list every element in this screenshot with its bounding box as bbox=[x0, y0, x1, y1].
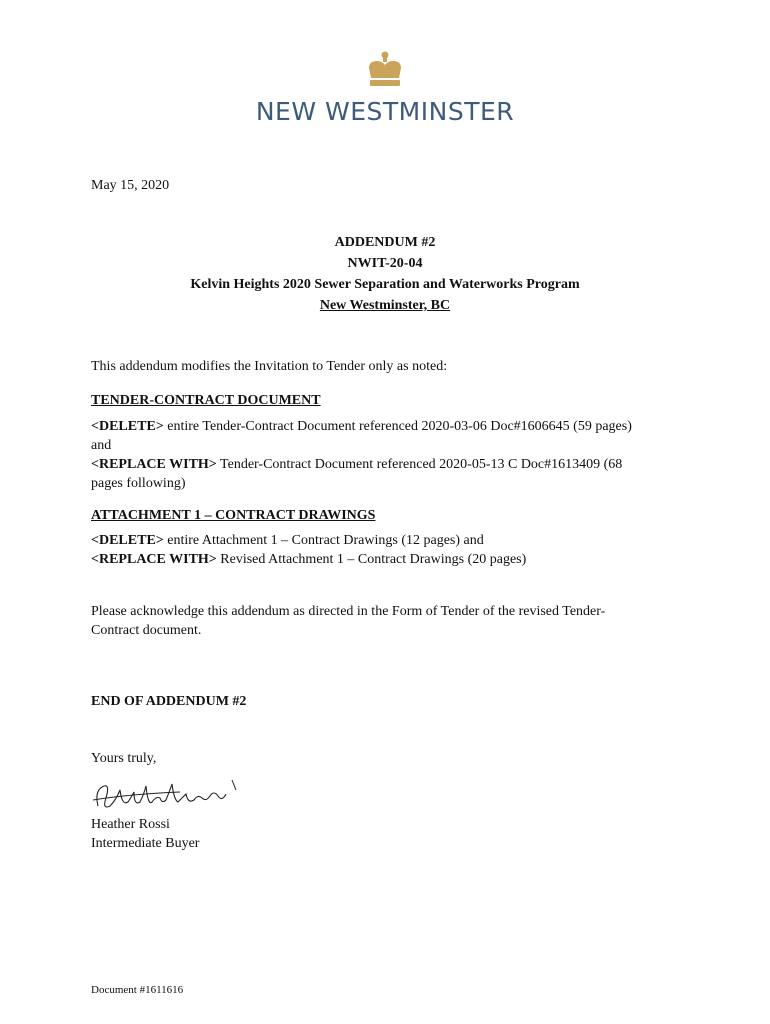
end-of-addendum: END OF ADDENDUM #2 bbox=[91, 694, 247, 709]
section1-body bbox=[91, 417, 691, 493]
delete-tag: <DELETE> bbox=[91, 533, 164, 548]
letterhead bbox=[0, 50, 770, 94]
and-text: and bbox=[91, 438, 112, 453]
addendum-heading bbox=[0, 232, 770, 316]
acknowledge-line: Contract document. bbox=[91, 623, 202, 638]
replace-description-cont: pages following) bbox=[91, 476, 186, 491]
handwritten-signature bbox=[90, 776, 250, 816]
replace-tag: <REPLACE WITH> bbox=[91, 457, 217, 472]
project-title: Kelvin Heights 2020 Sewer Separation and Waterworks Program bbox=[190, 277, 580, 292]
project-location: New Westminster, BC bbox=[319, 298, 451, 313]
section1-title: TENDER-CONTRACT DOCUMENT bbox=[91, 393, 321, 408]
signer-block bbox=[91, 815, 691, 853]
replace-tag: <REPLACE WITH> bbox=[91, 552, 217, 567]
replace-description: Revised Attachment 1 – Contract Drawings (20 pages) bbox=[216, 552, 527, 567]
signer-name: Heather Rossi bbox=[91, 817, 170, 832]
document-number: Document #1611616 bbox=[91, 984, 184, 996]
signer-title: Intermediate Buyer bbox=[91, 836, 200, 851]
section2-title: ATTACHMENT 1 – CONTRACT DRAWINGS bbox=[91, 508, 376, 523]
organization-wordmark: NEW WESTMINSTER bbox=[255, 97, 515, 126]
section2-body bbox=[91, 531, 691, 569]
delete-description: entire Attachment 1 – Contract Drawings (12 pages) and bbox=[163, 533, 484, 548]
addendum-number: ADDENDUM #2 bbox=[334, 235, 436, 250]
closing-salutation: Yours truly, bbox=[91, 751, 157, 766]
delete-tag: <DELETE> bbox=[91, 419, 164, 434]
letter-date: May 15, 2020 bbox=[91, 178, 170, 193]
acknowledge-paragraph bbox=[91, 602, 691, 640]
crown-logo-icon bbox=[363, 50, 407, 94]
acknowledge-line: Please acknowledge this addendum as directed in the Form of Tender of the revised Tender- bbox=[91, 604, 606, 619]
delete-description: entire Tender-Contract Document referenced 2020-03-06 Doc#1606645 (59 pages) bbox=[163, 419, 632, 434]
replace-description: Tender-Contract Document referenced 2020-05-13 C Doc#1613409 (68 bbox=[216, 457, 623, 472]
intro-paragraph: This addendum modifies the Invitation to Tender only as noted: bbox=[91, 359, 448, 374]
tender-number: NWIT-20-04 bbox=[347, 256, 423, 271]
